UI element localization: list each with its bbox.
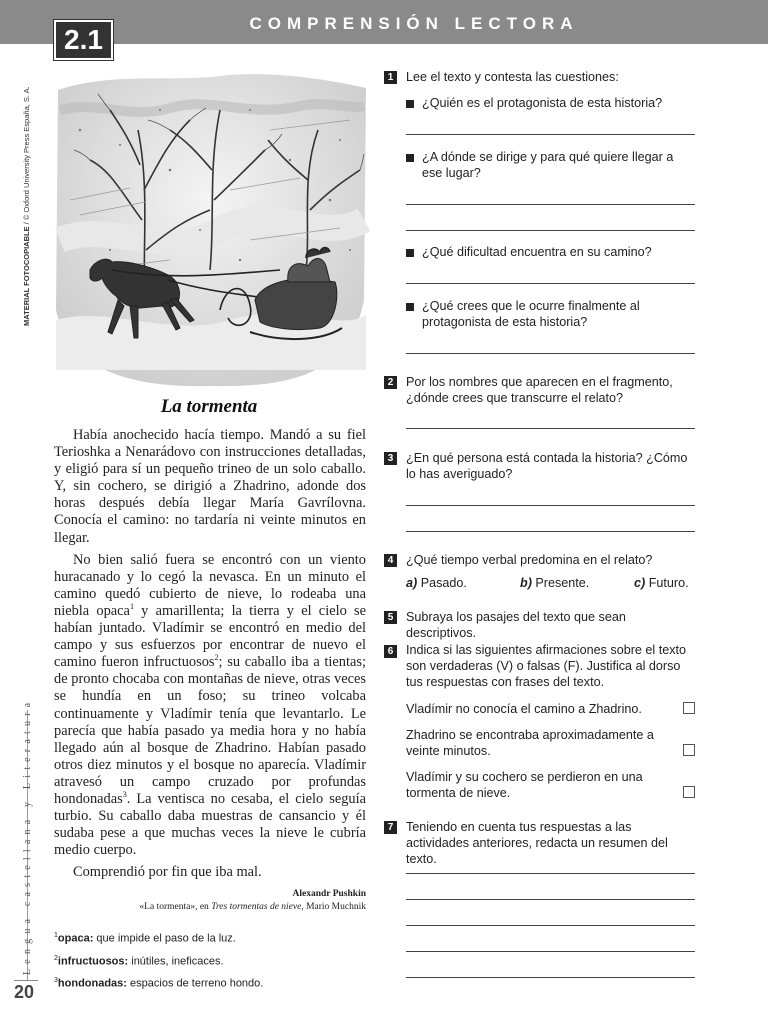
answer-line[interactable] (406, 230, 695, 231)
answer-line[interactable] (406, 134, 695, 135)
option-letter: c) (634, 576, 646, 590)
footnote-definition: espacios de terreno hondo. (126, 977, 264, 990)
option-letter: a) (406, 576, 418, 590)
footnote-mark-3: 3 (122, 790, 127, 800)
question-number-3: 3 (384, 452, 397, 465)
question-1b-text: ¿A dónde se dirige y para qué quiere llegar a ese lugar? (422, 150, 674, 180)
footnote-3 (54, 971, 364, 994)
copyright-bold: MATERIAL FOTOCOPIABLE (22, 226, 31, 326)
question-number-7: 7 (384, 821, 397, 834)
answer-line[interactable] (406, 925, 695, 926)
answer-line[interactable] (406, 531, 695, 532)
source-book: Tres tormentas de nieve (211, 902, 302, 912)
answer-line[interactable] (406, 899, 695, 900)
footnote-definition: inútiles, ineficaces. (128, 955, 224, 968)
author-name: Alexandr Pushkin (292, 889, 366, 899)
answer-line[interactable] (406, 428, 695, 429)
footnote-mark-1: 1 (129, 602, 134, 612)
story-text-segment: y amarillenta; la tierra y el cielo se habían juntado. Vladímir se encontró en medio del campo y sus esfuerzos por encontrar de nuevo el camino fueron infructuosos (54, 602, 366, 671)
question-7-text: Teniendo en cuenta tus respuestas a las actividades anteriores, redacta un resumen del texto. (406, 820, 668, 866)
source-suffix: , Mario Muchnik (301, 902, 366, 912)
option-b[interactable] (520, 576, 589, 590)
source-prefix: «La tormenta», en (139, 902, 212, 912)
question-1c-text: ¿Qué dificultad encuentra en su camino? (422, 245, 652, 259)
option-c[interactable] (634, 576, 689, 590)
true-false-checkbox-1[interactable] (683, 702, 695, 714)
bullet-icon (406, 154, 414, 162)
footnote-2 (54, 949, 364, 972)
footnote-definition: que impide el paso de la luz. (93, 932, 236, 945)
footnote-term: infructuosos: (57, 955, 129, 968)
source-citation (54, 901, 366, 914)
statement-3: Vladímir y su cochero se perdieron en una tormenta de nieve. (406, 770, 643, 800)
statement-2: Zhadrino se encontraba aproximadamente a veinte minutos. (406, 728, 654, 758)
footnote-mark-2: 2 (214, 653, 219, 663)
option-a[interactable] (406, 576, 467, 590)
story-paragraph-3: Comprendió por fin que iba mal. (73, 864, 262, 881)
story-text (54, 427, 366, 886)
footnotes (54, 926, 364, 994)
story-text-segment: ; su caballo iba a tientas; de pronto chocaba con montañas de nieve, otras veces se hundía en un foso; su trineo volcaba continuamente y Vladímir tenía que levantarlo. Le parecía que había pasado ya media hora y no había llegado aún al bosque de Zhadrino. Habían pasado otros diez minutos y el bosque no aparecía. Vladímir atravesó un campo cruzado por profundas hondonadas (54, 654, 366, 807)
footnote-number: 2 (54, 954, 58, 962)
question-6-text: Indica si las siguientes afirmaciones sobre el texto son verdaderas (V) o falsas (F). Justifica al dorso tus respuestas con frases del texto. (406, 643, 687, 689)
footnote-number: 3 (54, 977, 58, 985)
story-text-segment: . La ventisca no cesaba, el cielo seguía turbio. Su caballo daba muestras de cansancio y él sudaba pese a que muchas veces la nieve le cubría medio cuerpo. (54, 790, 366, 859)
answer-line[interactable] (406, 353, 695, 354)
footnote-1 (54, 926, 364, 949)
question-3-text: ¿En qué persona está contada la historia? ¿Cómo lo has averiguado? (406, 451, 688, 481)
story-title: La tormenta (160, 396, 258, 417)
question-1a-text: ¿Quién es el protagonista de esta historia? (422, 96, 663, 110)
question-number-6: 6 (384, 645, 397, 658)
sleigh-storm-illustration (50, 70, 372, 390)
story-paragraph-2 (54, 552, 366, 860)
question-5-text: Subraya los pasajes del texto que sean descriptivos. (406, 610, 626, 640)
question-number-5: 5 (384, 611, 397, 624)
statement-1: Vladímir no conocía el camino a Zhadrino. (406, 702, 642, 716)
footnote-term: hondonadas: (57, 977, 127, 990)
option-letter: b) (520, 576, 532, 590)
answer-line[interactable] (406, 204, 695, 205)
question-number-4: 4 (384, 554, 397, 567)
bullet-icon (406, 100, 414, 108)
answer-line[interactable] (406, 283, 695, 284)
subject-label: Lengua castellana y Literatura (22, 697, 33, 975)
true-false-checkbox-3[interactable] (683, 786, 695, 798)
answer-line[interactable] (406, 977, 695, 978)
question-number-2: 2 (384, 376, 397, 389)
page-number: 20 (14, 982, 35, 1002)
option-label: Futuro. (648, 576, 689, 590)
bullet-icon (406, 303, 414, 311)
question-2-text: Por los nombres que aparecen en el fragmento, ¿dónde crees que transcurre el relato? (406, 375, 673, 405)
page-number-rule (14, 980, 38, 981)
copyright-notice (22, 86, 31, 326)
question-1-text: Lee el texto y contesta las cuestiones: (406, 70, 619, 84)
story-text-segment: No bien salió fuera se encontró con un viento huracanado y lo cegó la nevasca. En un minuto el camino quedó cubierto de nieve, lo rodeaba una niebla opaca (54, 551, 366, 619)
section-title: COMPRENSIÓN LECTORA (249, 14, 579, 33)
footnote-number: 1 (54, 932, 58, 939)
question-4-text: ¿Qué tiempo verbal predomina en el relato? (406, 553, 653, 567)
answer-line[interactable] (406, 873, 695, 874)
question-number-1: 1 (384, 71, 397, 84)
footnote-term: opaca: (57, 932, 94, 945)
unit-number: 2.1 (54, 20, 113, 60)
attribution (54, 888, 366, 914)
answer-line[interactable] (406, 951, 695, 952)
answer-line[interactable] (406, 505, 695, 506)
option-label: Presente. (535, 576, 590, 590)
bullet-icon (406, 249, 414, 257)
option-label: Pasado. (420, 576, 467, 590)
copyright-rest: / © Oxford University Press España, S. A. (22, 86, 31, 227)
true-false-checkbox-2[interactable] (683, 744, 695, 756)
story-paragraph-1: Había anochecido hacía tiempo. Mandó a su fiel Terioshka a Nenarádovo con instrucciones detalladas, y eligió para sí un pequeño trineo de un solo caballo. Y, sin cochero, se dirigió a Zhadrino, adonde dos horas después debía llegar María Gavrílovna. Conocía el camino: no tardaría ni veinte minutos en llegar. (54, 427, 366, 546)
question-1d-text: ¿Qué crees que le ocurre finalmente al protagonista de esta historia? (422, 299, 640, 329)
